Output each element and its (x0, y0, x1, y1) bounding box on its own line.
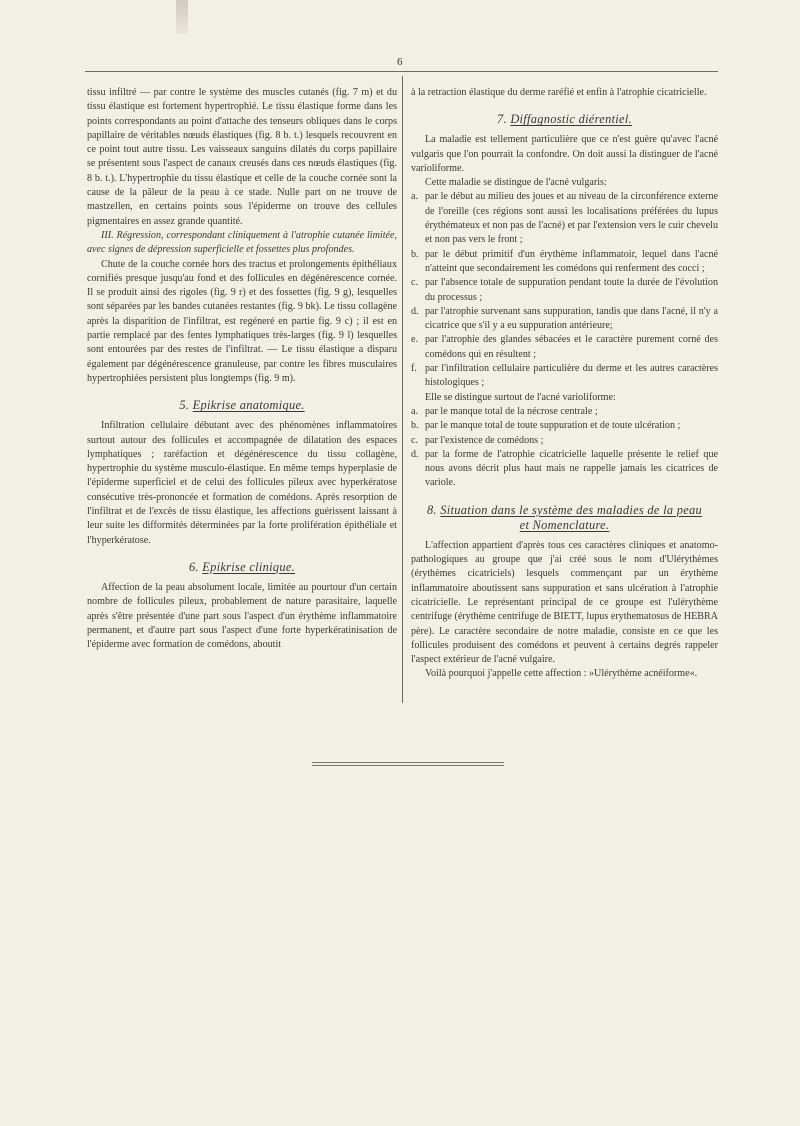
section-title-line-2: et Nomenclature. (519, 517, 610, 532)
section-number: 6. (188, 559, 199, 574)
end-rule (312, 765, 504, 766)
list-text: par l'atrophie des glandes sébacées et le caractère purement corné des comédons qui en résultent ; (425, 334, 718, 360)
list-marker: c. (411, 277, 419, 289)
list-text: par le manque total de toute suppuration et de toute ulcération ; (425, 420, 681, 432)
section-heading-7 (411, 112, 718, 127)
left-paragraph-1: tissu infiltré — par contre le système des muscles cutanés (fig. 7 m) et du tissu élastique est fortement hypertrophié. Le tissu élastique forme dans les points correspondants au point d'attache des tenseurs obliques dans le corps papillaire de véritables nœuds élastiques (fig. 8 b. t.) lesquels recouvrent en ce point tout autre tissu. Les vaisseaux sanguins dilatés du corps papillaire se présentent sous l'aspect de canaux creusés dans ces nœuds élastiques (fig. 8 b. t.). L'hypertrophie du tissu élastique et celle de la couche cornée sont la cause de la pâleur de la peau à ce stade. Nulle part on ne trouve de mastzellen, en certains points sous l'épiderme on trouve des cellules pigmentaires en assez grande quantité. (87, 87, 397, 227)
list-text: par le début au milieu des joues et au niveau de la circonférence externe de l'oreille (ces régions sont aussi les localisations préférées du lupus érythémateux et non pas de l'acné) et par l'extension vers le cuir chevelu et non pas vers le front ; (425, 191, 718, 246)
section-number: 8. (426, 502, 437, 517)
column-divider (402, 76, 403, 703)
right-paragraph-5: L'affection appartient d'après tous ces caractères cliniques et anatomo-pathologiques au groupe que j'ai créé sous le nom d'Ulérythèmes (érythèmes cicatriciels) lesquels commençant par un érythème inflammatoire aboutissent sans suppuration et sans ulcération à l'atrophie cicatricielle. Le représentant principal de ce groupe est l'ulérythème centrifuge (érythème centrifuge de BIETT, lupus erythematosus de HEBRA père). Le caractère secondaire de notre maladie, consiste en ce que les follicules produisent des comédons et peuvent à certains degrés rappeler l'aspect extérieur de l'acné vulgaire. (411, 539, 718, 666)
section-heading-8 (411, 503, 718, 533)
left-column (87, 86, 397, 652)
acne-varioliforme-list (411, 405, 718, 491)
right-paragraph-2: La maladie est tellement particulière que ce n'est guère qu'avec l'acné vulgaris que l'on pourrait la confondre. On doit aussi la distinguer de l'acné varioliforme. (411, 134, 718, 174)
right-paragraph-4: Elle se distingue surtout de l'acné varioliforme: (425, 391, 616, 403)
list-marker: c. (411, 434, 419, 446)
acne-vulgaris-list (411, 190, 718, 390)
left-paragraph-3: Infiltration cellulaire débutant avec des phénomènes inflammatoires surtout autour des follicules et accompagnée de dilatation des espaces lymphatiques ; raréfaction et dégénérescence du tissu collagène, hypertrophie du système musculo-élastique. En même temps hyperplasie de l'épiderme superficiel et de celui des follicules pileux avec hyperkératose consécutive très-prononcée et formation de comédons. Après resorption de l'infiltrat et de l'excès de tissu élastique, les affections guérissent laissant à leur suite les difformités déterminées par la forte prolifération épithéliale et l'hyperkératose. (87, 420, 397, 546)
list-text: par le manque total de la nécrose centrale ; (425, 405, 598, 417)
list-item (411, 333, 718, 362)
list-text: par l'existence de comédons ; (425, 434, 544, 446)
list-item (411, 434, 718, 448)
left-paragraph-2: Chute de la couche cornée hors des tractus et prolongements épithéliaux cornifiés presque jusqu'au fond et des follicules en dégénérescence cornée. Il se produit ainsi des rigoles (fig. 9 r) et des fossettes (fig. 9 g), lesquelles sont séparées par les bandes cutanées restantes (fig. 9 bk). Le tissu collagène après la disparition de l'infiltrat, est regéneré en partie fig. 9 c) ; il est en partie remplacé par des fentes lymphatiques très-larges (fig. 9 l) lesquelles sont entourées par des restes de l'infiltrat. — Le tissu élastique a disparu également par dégénérescence granuleuse, par contre les fibres musculaires hypertrophiées persistent plus longtemps (fig. 9 m). (87, 258, 397, 384)
list-text: par le début primitif d'un érythème inflammatoir, lequel dans l'acné n'atteint que secondairement les comédons qui renferment des cocci ; (425, 248, 718, 274)
left-paragraph-4: Affection de la peau absolument locale, limitée au pourtour d'un certain nombre de follicules pileux, probablement de nature parasitaire, laquelle après s'être présentée d'une part sous l'aspect d'un érythème inflammatoire permanent, et d'autre part sous l'aspect d'une forte hyperkératinisation de l'épiderme avec formation de comédons, aboutit (87, 581, 397, 651)
regression-heading: III. Régression, correspondant cliniquement à l'atrophie cutanée limitée, avec signes de dépression superficielle et fossettes plus profondes. (87, 229, 397, 256)
list-marker: a. (411, 191, 419, 203)
header-rule (85, 71, 718, 72)
section-title: Epikrise clinique. (202, 559, 296, 574)
section-heading-6 (87, 560, 397, 575)
list-item (411, 362, 718, 391)
section-heading-5 (87, 398, 397, 413)
list-item (411, 405, 718, 419)
list-item (411, 419, 718, 433)
list-marker: d. (411, 448, 419, 460)
right-column (411, 86, 718, 682)
list-text: par l'absence totale de suppuration pendant toute la durée de l'évolution du processus ; (425, 277, 718, 303)
paper-edge-mark (176, 0, 188, 34)
page-number: 6 (397, 56, 403, 68)
list-marker: b. (411, 248, 419, 260)
list-marker: f. (411, 363, 417, 375)
list-text: par l'atrophie survenant sans suppuration, tandis que dans l'acné, il n'y a cicatrice que s'il y a eu suppuration antérieure; (425, 305, 718, 332)
section-number: 5. (179, 398, 190, 413)
right-paragraph-1: à la retraction élastique du derme raréfié et enfin à l'atrophie cicatricielle. (411, 87, 707, 98)
list-item (411, 305, 718, 334)
end-rule (312, 762, 504, 763)
list-item (411, 190, 718, 247)
list-text: par l'infiltration cellulaire particulière du derme et les autres caractères histologiques ; (425, 363, 718, 389)
list-item (411, 448, 718, 491)
list-item (411, 276, 718, 305)
list-marker: b. (411, 420, 419, 432)
section-title: Situation dans le système des maladies de la peau (440, 502, 703, 517)
list-text: par la forme de l'atrophie cicatricielle laquelle présente le relief que nous avons décrit plus haut mais ne rappelle jamais les cicatrices de variole. (425, 448, 718, 489)
list-marker: d. (411, 305, 419, 317)
section-title: Diffagnostic diérentiel. (510, 112, 632, 127)
list-marker: e. (411, 334, 419, 346)
right-paragraph-6: Voilà pourquoi j'appelle cette affection : »Ulérythème acnéiforme«. (425, 668, 698, 680)
section-title: Epikrise anatomique. (192, 398, 305, 413)
section-number: 7. (497, 112, 507, 127)
list-marker: a. (411, 405, 419, 417)
right-paragraph-3: Cette maladie se distingue de l'acné vulgaris: (425, 177, 607, 189)
list-item (411, 248, 718, 277)
